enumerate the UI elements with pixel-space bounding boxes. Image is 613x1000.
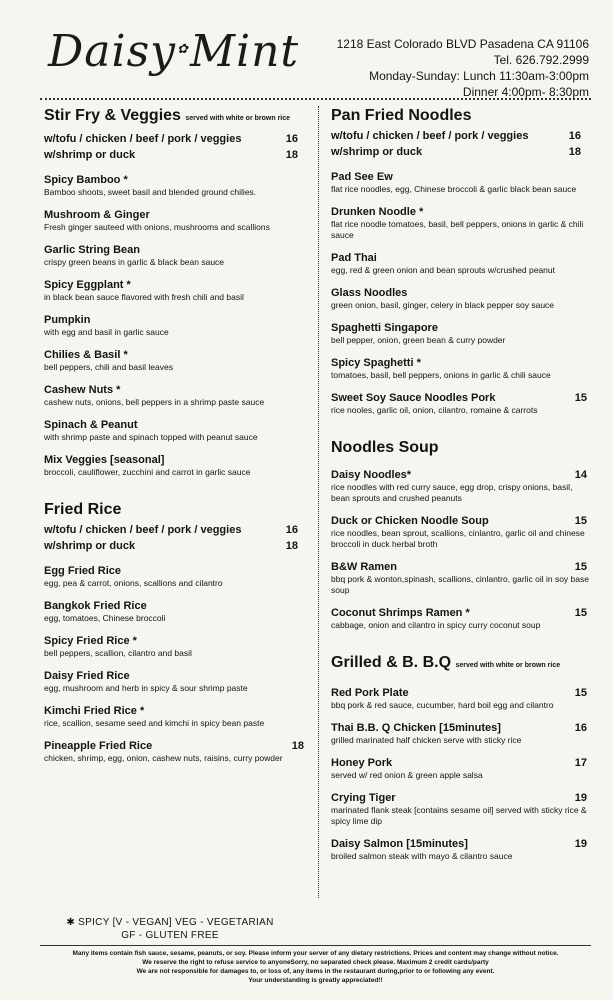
section-grilled-bbq [331, 653, 589, 862]
menu-item-name: Crying Tiger [331, 792, 396, 804]
footer-line: We are not responsible for damages to, or loss of, any items in the restaurant during,prior to or following any event. [136, 968, 495, 975]
option-label: w/shrimp or duck [44, 540, 136, 552]
menu-item-price [304, 384, 306, 397]
menu-item-price [587, 252, 589, 265]
option-price: 16 [568, 130, 581, 142]
menu-item-description: bell pepper, onion, green bean & curry powder [331, 335, 506, 345]
option-price: 16 [285, 133, 298, 145]
top-divider [40, 98, 591, 100]
menu-item-price [304, 279, 306, 292]
option-price: 18 [568, 146, 581, 158]
footer-line: Your understanding is greatly appreciated!! [248, 977, 383, 984]
protein-option [331, 144, 589, 160]
section-fried-rice [44, 500, 306, 764]
menu-item [331, 561, 589, 596]
option-label: w/shrimp or duck [331, 146, 423, 158]
menu-item [331, 792, 589, 827]
menu-item-description: egg, red & green onion and bean sprouts w/crushed peanut [331, 265, 555, 275]
option-list [331, 128, 589, 160]
diet-legend [60, 916, 280, 942]
section-title: Fried Rice [44, 501, 122, 518]
menu-item-price [304, 244, 306, 257]
menu-item-header [44, 209, 306, 222]
menu-item-header [44, 565, 306, 578]
menu-item-price [587, 322, 589, 335]
phone: Tel. 626.792.2999 [493, 53, 589, 67]
menu-item-name: Sweet Soy Sauce Noodles Pork [331, 392, 496, 404]
menu-item [44, 740, 306, 764]
menu-item-name: Pad See Ew [331, 171, 393, 183]
section-title: Grilled & B. B.Q [331, 654, 452, 671]
menu-item-name: Mushroom & Ginger [44, 209, 150, 221]
menu-item-name: Drunken Noodle * [331, 206, 424, 218]
menu-item-header [44, 740, 306, 753]
menu-item [44, 384, 306, 408]
menu-item-name: Chilies & Basil * [44, 349, 128, 361]
item-list [44, 174, 306, 478]
item-list [331, 687, 589, 862]
footer-disclaimer [40, 949, 591, 985]
item-list [44, 565, 306, 764]
menu-item [331, 392, 589, 416]
protein-option [44, 147, 306, 163]
menu-item-description: green onion, basil, ginger, celery in black pepper soy sauce [331, 300, 555, 310]
menu-item-header [44, 454, 306, 467]
legend-line: GF - GLUTEN FREE [121, 930, 219, 941]
menu-item-name: Spicy Bamboo * [44, 174, 128, 186]
menu-item-description: egg, mushroom and herb in spicy & sour shrimp paste [44, 683, 248, 693]
menu-item [331, 515, 589, 550]
menu-item-description: rice nooles, garlic oil, onion, cilantro, romaine & carrots [331, 405, 538, 415]
section-note: served with white or brown rice [185, 115, 291, 122]
column-divider [318, 106, 319, 898]
menu-item-price: 14 [574, 469, 587, 481]
menu-item-description: broiled salmon steak with mayo & cilantro sauce [331, 851, 513, 861]
menu-item-name: Red Pork Plate [331, 687, 409, 699]
menu-item-header [44, 349, 306, 362]
menu-item-description: broccoli, cauliflower, zucchini and carrot in garlic sauce [44, 467, 251, 477]
menu-item-price [304, 565, 306, 578]
menu-item [331, 838, 589, 862]
restaurant-logo: Daisy✿Mint [48, 26, 300, 77]
menu-item [44, 209, 306, 233]
menu-item-description: tomatoes, basil, bell peppers, onions in garlic & chili sauce [331, 370, 551, 380]
option-label: w/shrimp or duck [44, 149, 136, 161]
menu-item-description: rice noodles, bean sprout, scallions, cinlantro, garlic oil and chinese broccoli in duck herbal broth [331, 528, 585, 549]
section-stir-fry [44, 106, 306, 478]
menu-item-price [304, 635, 306, 648]
menu-item-price: 15 [574, 392, 587, 404]
menu-item-description: cashew nuts, onions, bell peppers in a shrimp paste sauce [44, 397, 265, 407]
menu-item-name: Duck or Chicken Noodle Soup [331, 515, 489, 527]
menu-item-description: bbq pork & red sauce, cucumber, hard boil egg and cilantro [331, 700, 554, 710]
menu-item-price [304, 174, 306, 187]
menu-item-name: Daisy Fried Rice [44, 670, 130, 682]
menu-item-header [44, 384, 306, 397]
menu-item-header [331, 206, 589, 219]
menu-item-header [331, 838, 589, 851]
menu-item-price: 15 [574, 561, 587, 573]
daisy-flower-icon: ✿ [177, 42, 189, 57]
menu-item [44, 565, 306, 589]
option-label: w/tofu / chicken / beef / pork / veggies [331, 130, 529, 142]
footer-line: We reserve the right to refuse service to anyoneSorry, no separated check please. Maximum 2 credit cards/party [142, 959, 489, 966]
menu-item-header [44, 279, 306, 292]
menu-item-price [587, 206, 589, 219]
option-price: 18 [285, 149, 298, 161]
right-column [331, 106, 589, 862]
menu-item-name: Kimchi Fried Rice * [44, 705, 145, 717]
menu-item-price: 16 [574, 722, 587, 734]
menu-item [331, 469, 589, 504]
menu-item-name: Spaghetti Singapore [331, 322, 438, 334]
menu-item-header [331, 322, 589, 335]
section-note: served with white or brown rice [455, 662, 561, 669]
menu-item-description: with shrimp paste and spinach topped with peanut sauce [44, 432, 258, 442]
menu-item-header [331, 392, 589, 405]
menu-item-name: Thai B.B. Q Chicken [15minutes] [331, 722, 501, 734]
menu-item-header [331, 722, 589, 735]
menu-item [331, 357, 589, 381]
protein-option [331, 128, 589, 144]
menu-item [44, 349, 306, 373]
menu-item-header [44, 670, 306, 683]
legend-line: ✱ SPICY [V - VEGAN] VEG - VEGETARIAN [66, 917, 274, 928]
menu-item-description: served w/ red onion & green apple salsa [331, 770, 483, 780]
protein-option [44, 538, 306, 554]
menu-item [44, 705, 306, 729]
menu-item [44, 670, 306, 694]
menu-item-description: Bamboo shoots, sweet basil and blended ground chilies. [44, 187, 257, 197]
menu-item-price [304, 705, 306, 718]
menu-item-header [331, 687, 589, 700]
option-price: 16 [285, 524, 298, 536]
menu-item [331, 287, 589, 311]
menu-item-name: Spicy Fried Rice * [44, 635, 137, 647]
menu-item [331, 757, 589, 781]
menu-item [331, 322, 589, 346]
menu-item-price: 17 [574, 757, 587, 769]
footer-line: Many items contain fish sauce, sesame, peanuts, or soy. Please inform your server of any dietary restrictions. Prices and content may change without notice. [72, 950, 559, 957]
menu-item-name: B&W Ramen [331, 561, 398, 573]
section-title: Noodles Soup [331, 439, 439, 456]
menu-item [44, 635, 306, 659]
menu-item-header [331, 171, 589, 184]
menu-item-price [304, 209, 306, 222]
left-column [44, 106, 306, 764]
menu-item-header [44, 244, 306, 257]
menu-item-description: rice noodles with red curry sauce, egg drop, crispy onions, basil, bean sprouts and crushed peanuts [331, 482, 573, 503]
menu-item-price: 19 [574, 792, 587, 804]
menu-item-price: 18 [291, 740, 304, 752]
menu-item-description: egg, tomatoes, Chinese broccoli [44, 613, 166, 623]
menu-item-description: flat rice noodle tomatoes, basil, bell peppers, onions in garlic & chili sauce [331, 219, 584, 240]
menu-item [44, 314, 306, 338]
menu-item-header [331, 607, 589, 620]
menu-item-header [331, 515, 589, 528]
menu-item-name: Pad Thai [331, 252, 377, 264]
menu-item [331, 722, 589, 746]
menu-item-name: Bangkok Fried Rice [44, 600, 147, 612]
menu-item-description: rice, scallion, sesame seed and kimchi in spicy bean paste [44, 718, 265, 728]
restaurant-info [337, 36, 589, 100]
menu-item-name: Cashew Nuts * [44, 384, 121, 396]
menu-item-price [304, 670, 306, 683]
menu-item-name: Mix Veggies [seasonal] [44, 454, 165, 466]
menu-item [44, 600, 306, 624]
menu-item-price: 15 [574, 687, 587, 699]
section-pan-fried-noodles [331, 106, 589, 416]
menu-item-description: grilled marinated half chicken serve with sticky rice [331, 735, 522, 745]
option-label: w/tofu / chicken / beef / pork / veggies [44, 524, 242, 536]
menu-item-description: flat rice noodles, egg, Chinese broccoli & garlic black bean sauce [331, 184, 577, 194]
menu-item-header [44, 635, 306, 648]
menu-item-name: Pumpkin [44, 314, 91, 326]
menu-item-description: in black bean sauce flavored with fresh chili and basil [44, 292, 244, 302]
menu-item-header [44, 600, 306, 613]
option-list [44, 131, 306, 163]
menu-item-description: bbq pork & wonton,spinash, scallions, cinlantro, garlic oil in soy base soup [331, 574, 589, 595]
option-label: w/tofu / chicken / beef / pork / veggies [44, 133, 242, 145]
menu-item-name: Coconut Shrimps Ramen * [331, 607, 470, 619]
menu-item [331, 206, 589, 241]
menu-item-header [331, 757, 589, 770]
menu-item [331, 687, 589, 711]
hours-dinner: Dinner 4:00pm- 8:30pm [462, 85, 589, 99]
bottom-divider [40, 945, 591, 946]
menu-item-header [44, 174, 306, 187]
menu-item-name: Daisy Noodles* [331, 469, 412, 481]
menu-item-name: Garlic String Bean [44, 244, 140, 256]
menu-item-header [331, 469, 589, 482]
menu-item-name: Egg Fried Rice [44, 565, 122, 577]
menu-item [331, 171, 589, 195]
menu-item-name: Honey Pork [331, 757, 393, 769]
menu-item-header [44, 314, 306, 327]
menu-item [44, 279, 306, 303]
menu-item-header [331, 252, 589, 265]
menu-item [44, 419, 306, 443]
menu-item-description: marinated flank steak [contains sesame oil] served with sticky rice & spicy lime dip [331, 805, 587, 826]
menu-item [44, 454, 306, 478]
menu-item-price [304, 454, 306, 467]
section-title: Stir Fry & Veggies [44, 107, 181, 124]
menu-item-description: with egg and basil in garlic sauce [44, 327, 169, 337]
section-title: Pan Fried Noodles [331, 107, 472, 124]
menu-item-price [304, 419, 306, 432]
menu-item-header [331, 792, 589, 805]
option-list [44, 522, 306, 554]
hours-lunch: Monday-Sunday: Lunch 11:30am-3:00pm [369, 69, 589, 83]
menu-item [331, 607, 589, 631]
menu-item-name: Daisy Salmon [15minutes] [331, 838, 468, 850]
menu-item-price [304, 314, 306, 327]
menu-item-description: chicken, shrimp, egg, onion, cashew nuts, raisins, curry powder [44, 753, 283, 763]
menu-item-name: Spicy Eggplant * [44, 279, 131, 291]
menu-item-price [304, 349, 306, 362]
menu-item-description: egg, pea & carrot, onions, scallions and cilantro [44, 578, 223, 588]
menu-item-header [331, 561, 589, 574]
menu-item-price [587, 287, 589, 300]
menu-item [44, 174, 306, 198]
menu-item-description: bell peppers, chili and basil leaves [44, 362, 173, 372]
menu-item-name: Spinach & Peanut [44, 419, 138, 431]
menu-item-name: Spicy Spaghetti * [331, 357, 421, 369]
menu-item-name: Pineapple Fried Rice [44, 740, 153, 752]
menu-item-description: cabbage, onion and cilantro in spicy curry coconut soup [331, 620, 541, 630]
menu-item-name: Glass Noodles [331, 287, 408, 299]
menu-item-header [331, 357, 589, 370]
menu-item-description: Fresh ginger sauteed with onions, mushrooms and scallions [44, 222, 270, 232]
menu-item [44, 244, 306, 268]
menu-item-header [44, 419, 306, 432]
menu-item-header [44, 705, 306, 718]
menu-item-price [587, 357, 589, 370]
menu-item-description: crispy green beans in garlic & black bean sauce [44, 257, 225, 267]
section-noodle-soup [331, 438, 589, 631]
menu-item [331, 252, 589, 276]
protein-option [44, 131, 306, 147]
option-price: 18 [285, 540, 298, 552]
menu-item-price: 15 [574, 607, 587, 619]
menu-item-header [331, 287, 589, 300]
menu-item-price: 19 [574, 838, 587, 850]
item-list [331, 469, 589, 631]
menu-item-price: 15 [574, 515, 587, 527]
menu-item-price [304, 600, 306, 613]
menu-item-price [587, 171, 589, 184]
menu-item-description: bell peppers, scallion, cilantro and basil [44, 648, 192, 658]
address: 1218 East Colorado BLVD Pasadena CA 91106 [336, 37, 589, 51]
protein-option [44, 522, 306, 538]
item-list [331, 171, 589, 416]
